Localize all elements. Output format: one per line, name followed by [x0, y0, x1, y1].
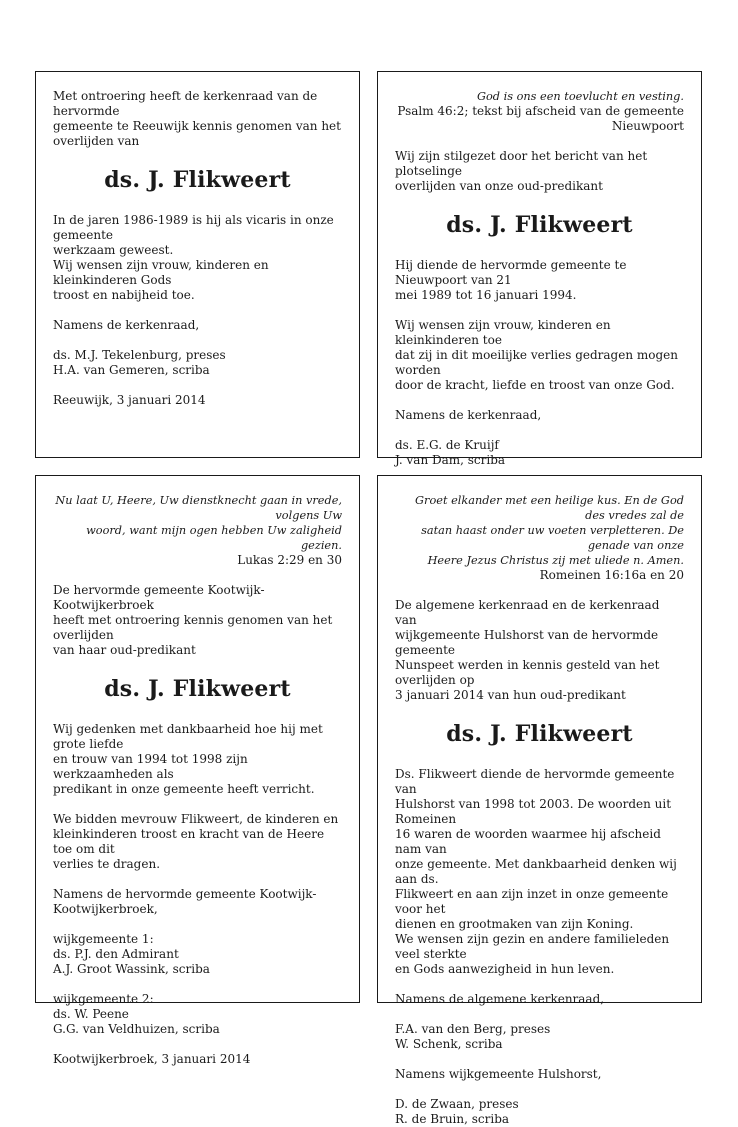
text-line: en Gods aanwezigheid in hun leven.	[395, 962, 615, 976]
text-line: verlies te dragen.	[53, 857, 161, 871]
death-notice-reeuwijk	[35, 71, 360, 458]
text-line: Ds. Flikweert diende de hervormde gemeente van	[395, 767, 675, 796]
text-line: Wij zijn stilgezet door het bericht van het plotselinge	[395, 149, 648, 178]
notice-paragraph	[395, 767, 684, 977]
text-line: A.J. Groot Wassink, scriba	[53, 962, 210, 976]
notice-paragraph	[53, 812, 342, 872]
text-line: ds. E.G. de Kruijf	[395, 438, 499, 452]
text-line: gemeente te Reeuwijk kennis genomen van het	[53, 119, 341, 133]
death-notice-nunspeet	[377, 475, 702, 1126]
quote-line: satan haast onder uw voeten verpletteren. De genade van onze	[421, 524, 684, 552]
notice-intro	[395, 598, 684, 703]
text-line: kleinkinderen troost en kracht van de Heere toe om dit	[53, 827, 325, 856]
bible-quote	[53, 493, 342, 568]
text-line: J. van Dam, scriba	[395, 453, 506, 467]
notice-paragraph	[395, 258, 684, 303]
quote-line: Groet elkander met een heilige kus. En de God des vredes zal de	[415, 494, 684, 522]
text-line: Wij gedenken met dankbaarheid hoe hij met grote liefde	[53, 722, 323, 751]
notice-paragraph	[395, 318, 684, 393]
text-line: Kootwijkerbroek,	[53, 902, 158, 916]
notice-signature-intro	[395, 1067, 684, 1082]
quote-reference: Psalm 46:2; tekst bij afscheid van de gemeente	[397, 104, 684, 118]
text-line: Reeuwijk, 3 januari 2014	[53, 393, 206, 407]
text-line: Namens de kerkenraad,	[395, 408, 542, 422]
text-line: troost en nabijheid toe.	[53, 288, 195, 302]
text-line: Namens wijkgemeente Hulshorst,	[395, 1067, 602, 1081]
text-line: Kootwijkerbroek, 3 januari 2014	[53, 1052, 251, 1066]
quote-line: woord, want mijn ogen hebben Uw zaligheid gezien.	[86, 524, 342, 552]
text-line: overlijden van	[53, 134, 140, 148]
text-line: Wij wensen zijn vrouw, kinderen en kleinkinderen Gods	[53, 258, 269, 287]
text-line: We wensen zijn gezin en andere familieleden veel sterkte	[395, 932, 670, 961]
text-line: wijkgemeente 2:	[53, 992, 154, 1006]
notice-paragraph	[53, 213, 342, 303]
text-line: De hervormde gemeente Kootwijk-Kootwijkerbroek	[53, 583, 265, 612]
text-line: 3 januari 2014 van hun oud-predikant	[395, 688, 626, 702]
notice-signatories	[395, 1022, 684, 1052]
quote-line: Heere Jezus Christus zij met uliede n. Amen.	[427, 554, 684, 567]
text-line: wijkgemeente Hulshorst van de hervormde gemeente	[395, 628, 659, 657]
notice-place-date	[53, 393, 342, 408]
deceased-name: ds. J. Flikweert	[446, 721, 633, 747]
text-line: Hij diende de hervormde gemeente te Nieuwpoort van 21	[395, 258, 627, 287]
notice-intro	[53, 583, 342, 658]
text-line: ds. P.J. den Admirant	[53, 947, 179, 961]
notice-signature-intro	[53, 318, 342, 333]
text-line: 16 waren de woorden waarmee hij afscheid nam van	[395, 827, 661, 856]
notice-signatories	[395, 438, 684, 468]
deceased-name: ds. J. Flikweert	[104, 167, 291, 193]
text-line: R. de Bruin, scriba	[395, 1112, 510, 1126]
notice-paragraph	[53, 722, 342, 797]
text-line: D. de Zwaan, preses	[395, 1097, 519, 1111]
notice-place-date	[53, 1052, 342, 1067]
text-line: Hulshorst van 1998 tot 2003. De woorden uit Romeinen	[395, 797, 672, 826]
notice-signature-intro	[53, 887, 342, 917]
text-line: H.A. van Gemeren, scriba	[53, 363, 210, 377]
quote-line: God is ons een toevlucht en vesting.	[476, 90, 684, 103]
text-line: F.A. van den Berg, preses	[395, 1022, 551, 1036]
bible-quote	[395, 89, 684, 134]
notice-signatories-ward-2	[53, 992, 342, 1037]
text-line: We bidden mevrouw Flikweert, de kinderen en	[53, 812, 339, 826]
text-line: Wij wensen zijn vrouw, kinderen en kleinkinderen toe	[395, 318, 611, 347]
text-line: overlijden van onze oud-predikant	[395, 179, 603, 193]
text-line: Flikweert en aan zijn inzet in onze gemeente voor het	[395, 887, 669, 916]
text-line: dienen en grootmaken van zijn Koning.	[395, 917, 634, 931]
text-line: W. Schenk, scriba	[395, 1037, 503, 1051]
text-line: heeft met ontroering kennis genomen van het overlijden	[53, 613, 333, 642]
notice-signature-intro	[395, 408, 684, 423]
deceased-name: ds. J. Flikweert	[104, 676, 291, 702]
text-line: ds. M.J. Tekelenburg, preses	[53, 348, 226, 362]
death-notice-nieuwpoort	[377, 71, 702, 467]
text-line: Namens de algemene kerkenraad,	[395, 992, 605, 1006]
text-line: mei 1989 tot 16 januari 1994.	[395, 288, 577, 302]
text-line: en trouw van 1994 tot 1998 zijn werkzaamheden als	[53, 752, 248, 781]
text-line: In de jaren 1986-1989 is hij als vicaris in onze gemeente	[53, 213, 334, 242]
bible-quote	[395, 493, 684, 583]
text-line: van haar oud-predikant	[53, 643, 196, 657]
text-line: G.G. van Veldhuizen, scriba	[53, 1022, 220, 1036]
deceased-name: ds. J. Flikweert	[446, 212, 633, 238]
quote-line: Nu laat U, Heere, Uw dienstknecht gaan in vrede, volgens Uw	[55, 494, 342, 522]
notice-intro	[53, 89, 342, 149]
quote-reference: Lukas 2:29 en 30	[237, 553, 342, 567]
notice-signature-intro	[395, 992, 684, 1007]
text-line: Namens de kerkenraad,	[53, 318, 200, 332]
notice-signatories-ward-1	[53, 932, 342, 977]
death-notice-kootwijk	[35, 475, 360, 1066]
text-line: door de kracht, liefde en troost van onze God.	[395, 378, 675, 392]
text-line: Namens de hervormde gemeente Kootwijk-	[53, 887, 317, 901]
quote-reference: Nieuwpoort	[611, 119, 684, 133]
text-line: dat zij in dit moeilijke verlies gedragen mogen worden	[395, 348, 678, 377]
text-line: ds. W. Peene	[53, 1007, 129, 1021]
quote-reference: Romeinen 16:16a en 20	[539, 568, 684, 582]
notice-signatories	[53, 348, 342, 378]
text-line: De algemene kerkenraad en de kerkenraad van	[395, 598, 660, 627]
text-line: wijkgemeente 1:	[53, 932, 154, 946]
text-line: Met ontroering heeft de kerkenraad van de hervormde	[53, 89, 318, 118]
text-line: onze gemeente. Met dankbaarheid denken wij aan ds.	[395, 857, 677, 886]
text-line: werkzaam geweest.	[53, 243, 174, 257]
notice-intro	[395, 149, 684, 194]
text-line: Nunspeet werden in kennis gesteld van het overlijden op	[395, 658, 660, 687]
text-line: predikant in onze gemeente heeft verricht.	[53, 782, 315, 796]
notice-signatories	[395, 1097, 684, 1127]
